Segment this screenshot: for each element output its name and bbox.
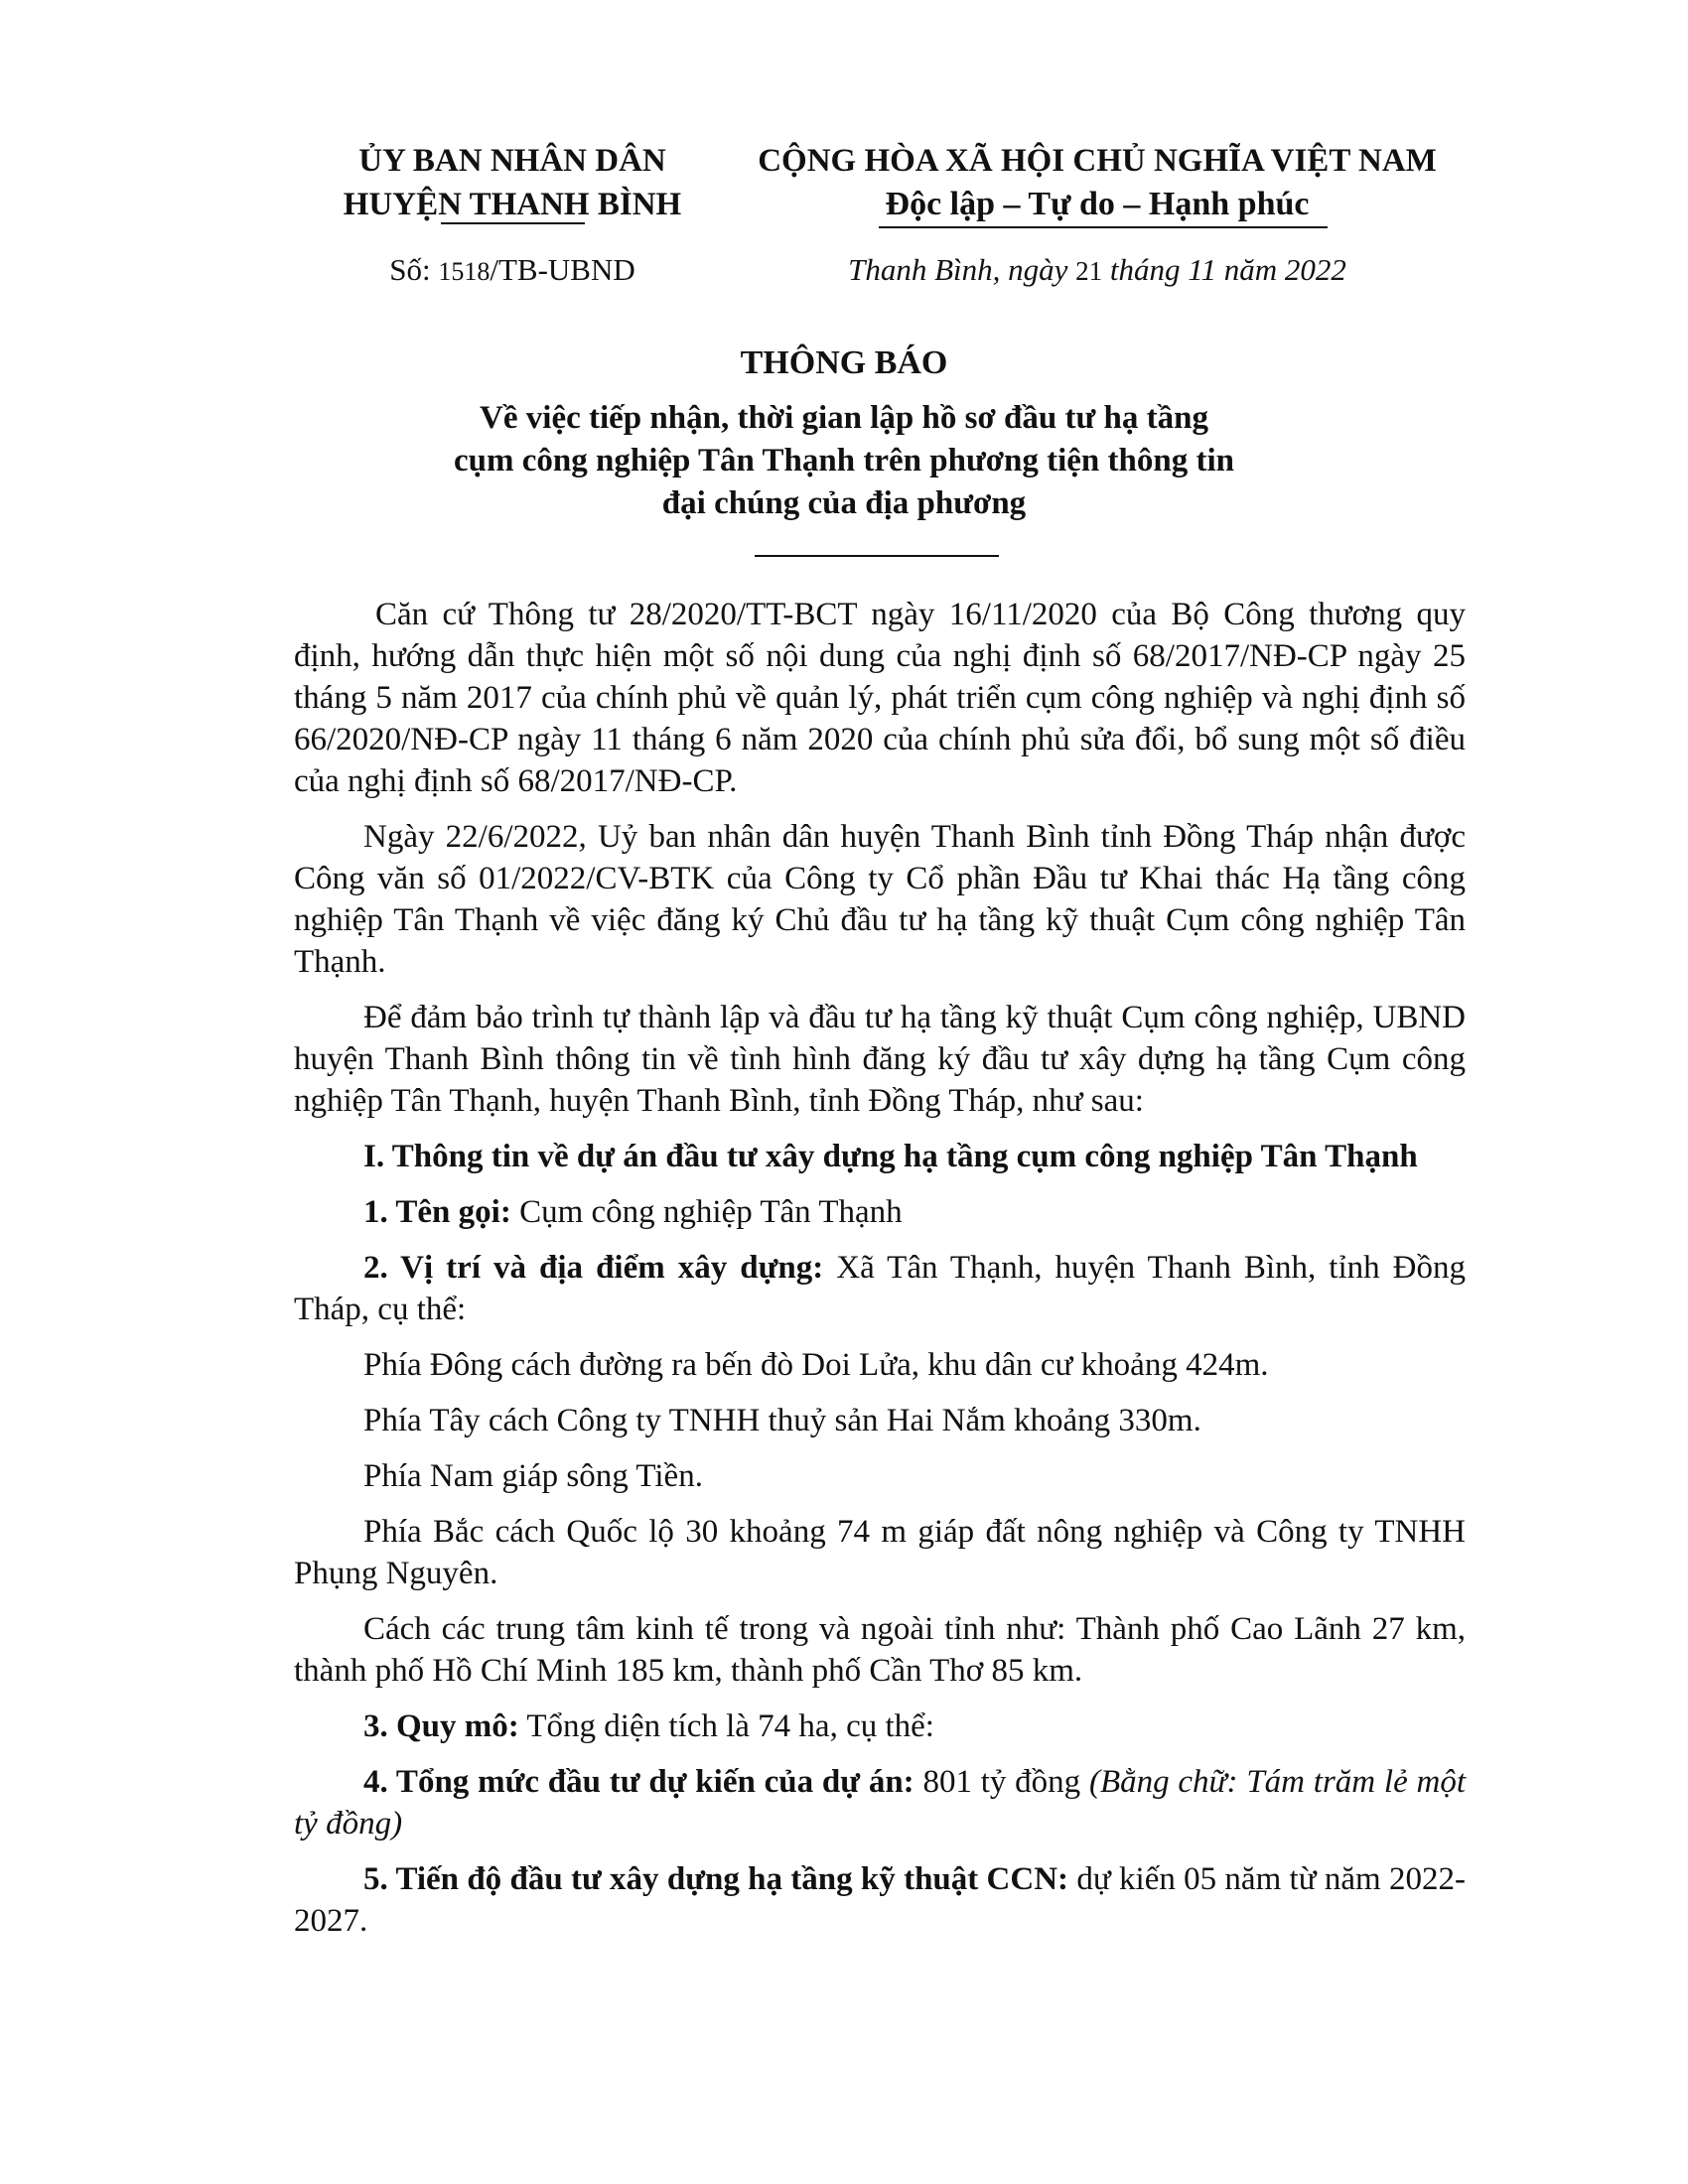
subtitle-divider [755,555,999,557]
agency-line-2: HUYỆN THANH BÌNH [343,187,682,222]
subtitle-line-2: cụm công nghiệp Tân Thạnh trên phương tiện thông tin [454,443,1234,478]
date-rest: tháng 11 năm 2022 [1102,252,1346,287]
doc-no-value: 1518 [438,257,491,286]
national-heading [730,139,1465,226]
paragraph-registration: Ngày 22/6/2022, Uỷ ban nhân dân huyện Thanh Bình tỉnh Đồng Tháp nhận được Công văn số 01/2022/CV-BTK của Công ty Cổ phần Đầu tư Khai thác Hạ tầng công nghiệp Tân Thạnh về việc đăng ký Chủ đầu tư hạ tầng kỹ thuật Cụm công nghiệp Tân Thạnh. [294,819,1466,980]
date-place: Thanh Bình, ngày [848,252,1076,287]
document-body [294,594,1466,1956]
agency-underline [441,222,585,224]
item-schedule [294,1858,1466,1942]
agency-line-1: ỦY BAN NHÂN DÂN [358,143,666,179]
paragraph-purpose: Để đảm bảo trình tự thành lập và đầu tư hạ tầng kỹ thuật Cụm công nghiệp, UBND huyện Thanh Bình thông tin về tình hình đăng ký đầu tư xây dựng hạ tầng Cụm công nghiệp Tân Thạnh, huyện Thanh Bình, tỉnh Đồng Tháp, như sau: [294,1000,1466,1119]
doc-no-suffix: /TB-UBND [490,252,635,287]
item-schedule-text: dự kiến 05 năm từ năm 2022-2027. [294,1861,1466,1939]
item-location-label: 2. Vị trí và địa điểm xây dựng: [363,1250,824,1286]
location-east: Phía Đông cách đường ra bến đò Doi Lửa, khu dân cư khoảng 424m. [363,1347,1269,1383]
item-scale-text: Tổng diện tích là 74 ha, cụ thể: [518,1708,934,1744]
location-south: Phía Nam giáp sông Tiền. [363,1458,703,1494]
doc-no-prefix: Số: [389,252,439,287]
item-investment [294,1761,1466,1844]
location-distances: Cách các trung tâm kinh tế trong và ngoài tỉnh như: Thành phố Cao Lãnh 27 km, thành phố Hồ Chí Minh 185 km, thành phố Cần Thơ 85 km. [294,1611,1466,1689]
item-location-text: Xã Tân Thạnh, huyện Thanh Bình, tỉnh Đồng Tháp, cụ thể: [294,1250,1466,1327]
item-name-text: Cụm công nghiệp Tân Thạnh [510,1194,903,1230]
agency-name [314,139,711,226]
item-scale-label: 3. Quy mô: [363,1708,519,1744]
date-day: 21 [1075,256,1103,286]
paragraph-legal-basis: Căn cứ Thông tư 28/2020/TT-BCT ngày 16/11/2020 của Bộ Công thương quy định, hướng dẫn thực hiện một số nội dung của nghị định số 68/2017/NĐ-CP ngày 25 tháng 5 năm 2017 của chính phủ về quản lý, phát triển cụm công nghiệp và nghị định số 66/2020/NĐ-CP ngày 11 tháng 6 năm 2020 của chính phủ sửa đổi, bổ sung một số điều của nghị định số 68/2017/NĐ-CP. [294,597,1466,799]
item-name [294,1191,1466,1233]
item-investment-text: 801 tỷ đồng [914,1764,1089,1800]
nation-line-1: CỘNG HÒA XÃ HỘI CHỦ NGHĨA VIỆT NAM [758,143,1437,179]
item-schedule-label: 5. Tiến độ đầu tư xây dựng hạ tầng kỹ thuật CCN: [363,1861,1069,1897]
document-number [314,248,711,294]
subtitle-line-1: Về việc tiếp nhận, thời gian lập hồ sơ đầu tư hạ tầng [480,400,1208,436]
document-subtitle [348,397,1340,525]
motto-underline [879,226,1328,228]
national-motto: Độc lập – Tự do – Hạnh phúc [885,186,1310,222]
subtitle-line-3: đại chúng của địa phương [661,485,1027,521]
place-and-date [730,248,1465,293]
document-title: THÔNG BÁO [740,344,948,381]
item-name-label: 1. Tên gọi: [363,1194,511,1230]
section-heading-1 [294,1136,1466,1177]
item-investment-label: 4. Tổng mức đầu tư dự kiến của dự án: [363,1764,914,1800]
item-scale [294,1706,1466,1747]
item-investment-words: (Bằng chữ: Tám trăm lẻ một tỷ đồng) [294,1764,1466,1842]
location-north: Phía Bắc cách Quốc lộ 30 khoảng 74 m giáp đất nông nghiệp và Công ty TNHH Phụng Nguyên. [294,1514,1466,1591]
item-location [294,1247,1466,1330]
document-header [0,139,1688,298]
location-west: Phía Tây cách Công ty TNHH thuỷ sản Hai Nắm khoảng 330m. [363,1403,1201,1438]
section-heading-1-text: I. Thông tin về dự án đầu tư xây dựng hạ tầng cụm công nghiệp Tân Thạnh [363,1139,1418,1174]
